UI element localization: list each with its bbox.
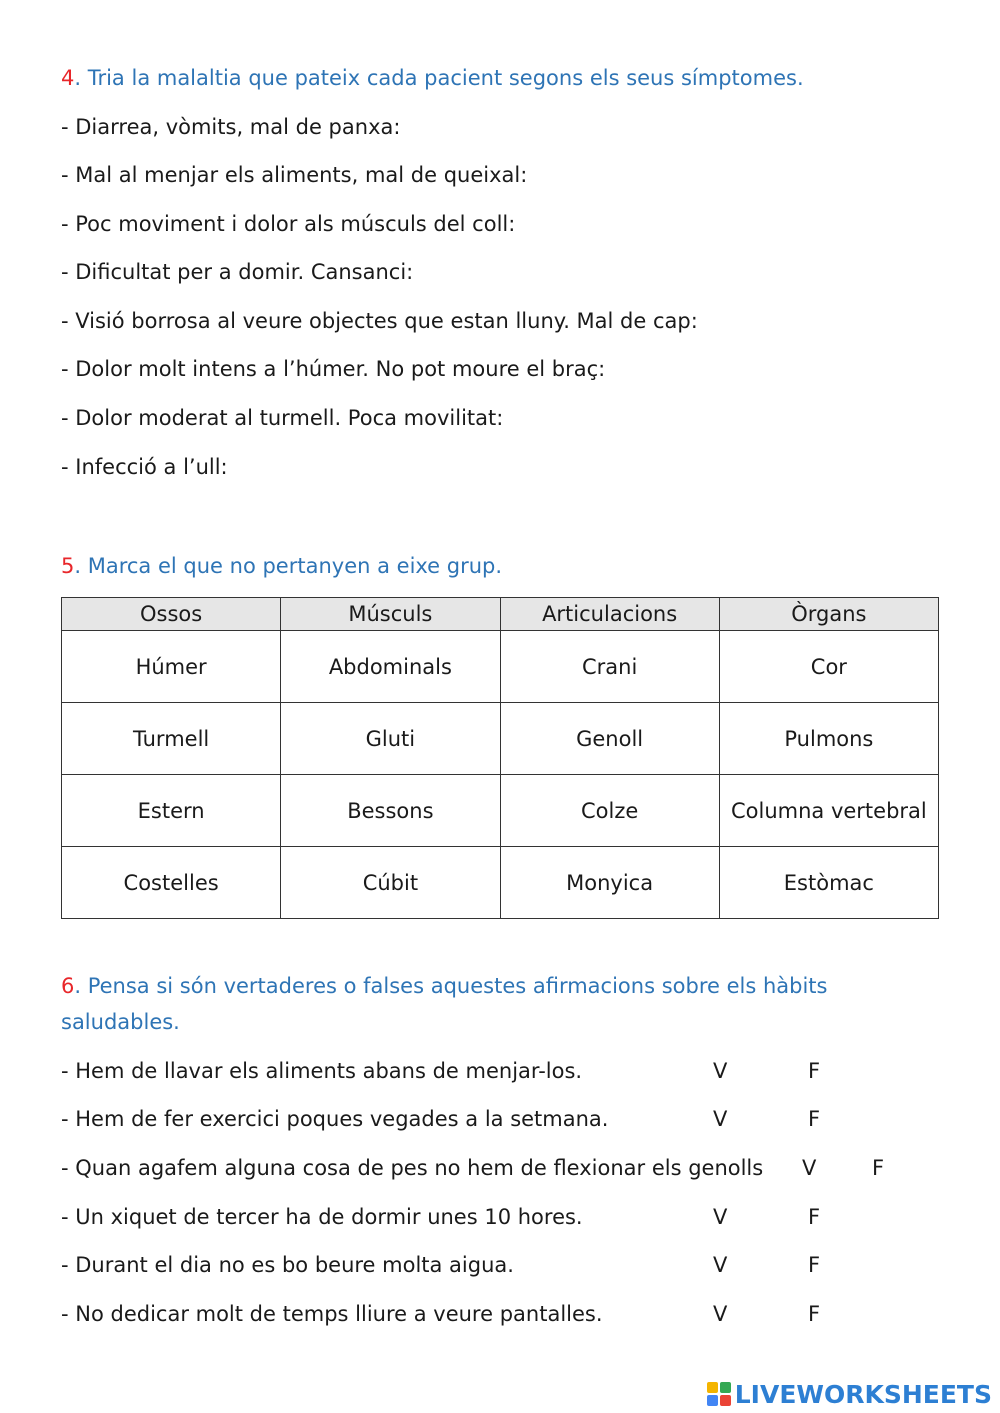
symptom-line: - Visió borrosa al veure objectes que estan lluny. Mal de cap: — [61, 309, 698, 333]
true-option[interactable]: V — [713, 1205, 728, 1229]
classification-table — [61, 597, 939, 919]
false-option[interactable]: F — [808, 1205, 821, 1229]
table-cell[interactable]: Cor — [719, 631, 938, 703]
table-cell[interactable]: Monyica — [500, 847, 719, 919]
table-header-cell: Articulacions — [500, 598, 719, 631]
table-row — [62, 775, 939, 847]
true-option[interactable]: V — [713, 1253, 728, 1277]
table-cell[interactable]: Pulmons — [719, 703, 938, 775]
question-4-title: 4. Tria la malaltia que pateix cada pacient segons els seus símptomes. — [61, 66, 804, 90]
table-cell[interactable]: Bessons — [281, 775, 500, 847]
question-4-number: 4 — [61, 66, 75, 90]
true-option[interactable]: V — [802, 1156, 817, 1180]
question-6-title-continued: saludables. — [61, 1010, 180, 1034]
table-cell[interactable]: Costelles — [62, 847, 281, 919]
symptom-line: - Dolor moderat al turmell. Poca movilitat: — [61, 406, 504, 430]
table-cell[interactable]: Abdominals — [281, 631, 500, 703]
statement-line: - Durant el dia no es bo beure molta aigua. — [61, 1253, 514, 1277]
question-5-title: 5. Marca el que no pertanyen a eixe grup. — [61, 554, 503, 578]
table-cell[interactable]: Cúbit — [281, 847, 500, 919]
question-6-title: 6. Pensa si són vertaderes o falses aquestes afirmacions sobre els hàbits — [61, 974, 828, 998]
table-cell[interactable]: Crani — [500, 631, 719, 703]
table-cell[interactable]: Genoll — [500, 703, 719, 775]
true-option[interactable]: V — [713, 1059, 728, 1083]
table-header-cell: Ossos — [62, 598, 281, 631]
table-row — [62, 847, 939, 919]
symptom-line: - Poc moviment i dolor als músculs del coll: — [61, 212, 516, 236]
table-cell[interactable]: Colze — [500, 775, 719, 847]
logo-square — [707, 1382, 718, 1393]
table-cell[interactable]: Húmer — [62, 631, 281, 703]
logo-text: LIVEWORKSHEETS — [734, 1379, 992, 1409]
table-header-cell: Òrgans — [719, 598, 938, 631]
symptom-line: - Infecció a l’ull: — [61, 455, 228, 479]
liveworksheets-logo — [707, 1380, 992, 1408]
true-option[interactable]: V — [713, 1107, 728, 1131]
table-cell[interactable]: Estern — [62, 775, 281, 847]
symptom-line: - Mal al menjar els aliments, mal de queixal: — [61, 163, 528, 187]
table-cell[interactable]: Columna vertebral — [719, 775, 938, 847]
table-row — [62, 631, 939, 703]
statement-line: - Hem de llavar els aliments abans de menjar-los. — [61, 1059, 583, 1083]
statement-line: - Quan agafem alguna cosa de pes no hem de flexionar els genolls — [61, 1156, 764, 1180]
table-header-row — [62, 598, 939, 631]
logo-square — [720, 1395, 731, 1406]
logo-square — [720, 1382, 731, 1393]
symptom-line: - Dificultat per a domir. Cansanci: — [61, 260, 414, 284]
true-option[interactable]: V — [713, 1302, 728, 1326]
table-header-cell: Músculs — [281, 598, 500, 631]
symptom-line: - Dolor molt intens a l’húmer. No pot moure el braç: — [61, 357, 606, 381]
table-cell[interactable]: Estòmac — [719, 847, 938, 919]
statement-line: - No dedicar molt de temps lliure a veure pantalles. — [61, 1302, 603, 1326]
table-cell[interactable]: Turmell — [62, 703, 281, 775]
question-5-number: 5 — [61, 554, 75, 578]
false-option[interactable]: F — [808, 1059, 821, 1083]
false-option[interactable]: F — [808, 1107, 821, 1131]
statement-line: - Un xiquet de tercer ha de dormir unes 10 hores. — [61, 1205, 583, 1229]
logo-square — [707, 1395, 718, 1406]
table-cell[interactable]: Gluti — [281, 703, 500, 775]
false-option[interactable]: F — [808, 1253, 821, 1277]
logo-mark-icon — [707, 1382, 731, 1406]
false-option[interactable]: F — [872, 1156, 885, 1180]
question-6-number: 6 — [61, 974, 75, 998]
symptom-line: - Diarrea, vòmits, mal de panxa: — [61, 115, 401, 139]
table-row — [62, 703, 939, 775]
false-option[interactable]: F — [808, 1302, 821, 1326]
statement-line: - Hem de fer exercici poques vegades a la setmana. — [61, 1107, 609, 1131]
